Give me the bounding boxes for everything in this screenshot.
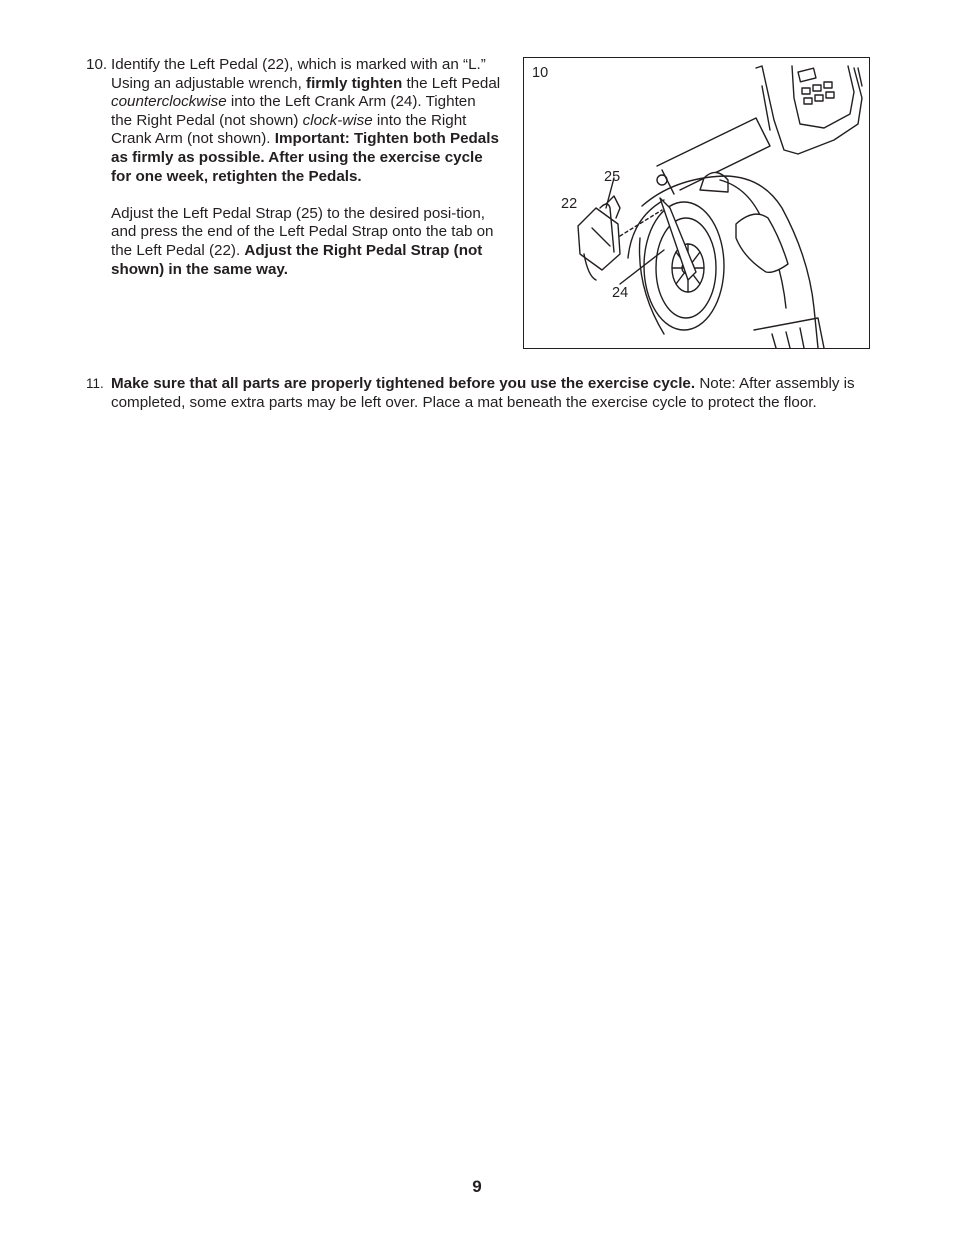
step-11-body [111,375,876,412]
bold-run: Important: Tighten both Pedals as firmly as possible. After using the exercise cycle for one week, retighten the Pedals. [111,130,499,185]
callout-pedal: 22 [561,196,578,212]
callout-pedal-strap: 25 [604,169,621,185]
step-10-body [111,56,501,279]
step-10-paragraph-1 [111,56,501,186]
text-run: Adjust the Left Pedal Strap (25) to the desired posi-tion, and press the end of the Left Pedal Strap onto the tab on the Left Pedal (22). [111,204,494,259]
step-10-paragraph-2 [111,205,501,279]
callout-crank-arm: 24 [612,285,629,301]
step-11-paragraph [111,375,876,412]
text-run: into the Right Crank Arm (not shown). [111,111,467,148]
bold-run: firmly tighten [306,74,403,92]
text-run: Note: After assembly is completed, some extra parts may be left over. Place a mat beneath the exercise cycle to protect the floor. [111,375,855,411]
figure-10 [523,57,870,349]
text-run: into the Left Crank Arm (24). Tighten the Right Pedal (not shown) [111,93,476,129]
step-10 [86,56,501,279]
page-number: 9 [472,1177,482,1196]
italic-run: clock-wise [302,111,373,129]
figure-number: 10 [532,65,549,81]
text-run: the Left Pedal [402,74,501,92]
step-10-number: 10. [86,56,108,73]
bold-run: Make sure that all parts are properly tightened before you use the exercise cycle. [111,375,696,392]
text-run: Identify the Left Pedal (22), which is marked with an “L.” Using an adjustable wrench, [111,56,486,92]
bold-run: Adjust the Right Pedal Strap (not shown) in the same way. [111,241,483,278]
step-11 [86,375,876,412]
step-11-number: 11. [86,376,104,391]
italic-run: counterclockwise [111,93,227,111]
